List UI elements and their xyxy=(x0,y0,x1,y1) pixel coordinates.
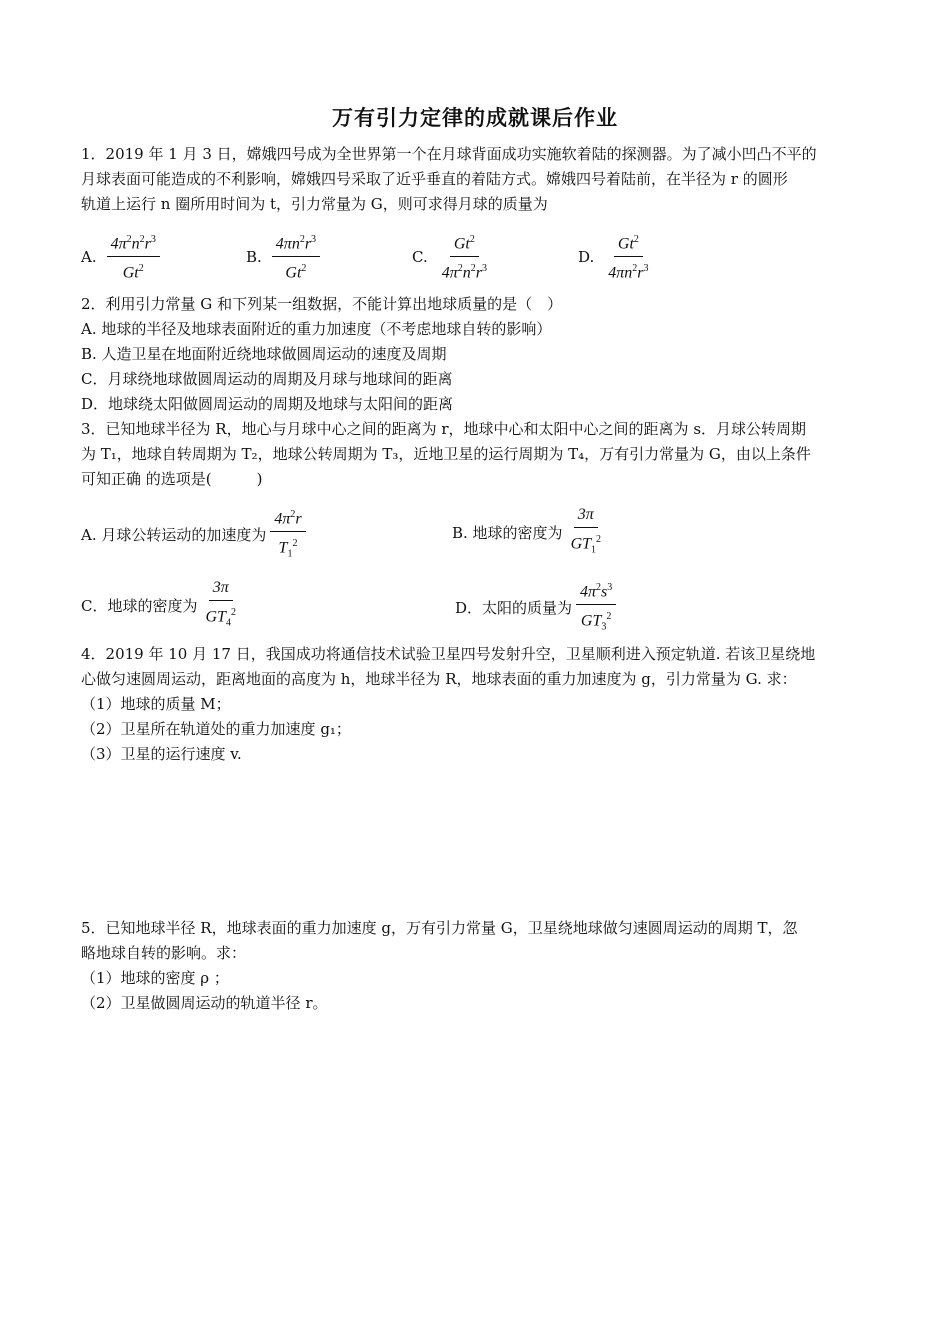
formula xyxy=(604,230,652,284)
q3-option-c[interactable] xyxy=(81,578,244,634)
q1-line-3: 轨道上运行 n 圈所用时间为 t，引力常量为 G，则可求得月球的质量为 xyxy=(81,195,548,213)
q5-line-2: 略地球自转的影响。求： xyxy=(81,944,247,962)
q2-stem: 2．利用引力常量 G 和下列某一组数据，不能计算出地球质量的是（ ） xyxy=(81,295,563,313)
q4-subquestion-2: （2）卫星所在轨道处的重力加速度 g₁； xyxy=(81,720,351,738)
q4-line-2: 心做匀速圆周运动，距离地面的高度为 h，地球半径为 R，地球表面的重力加速度为 g，引力常量为 G. 求： xyxy=(81,670,797,688)
q3-option-a[interactable] xyxy=(81,505,310,565)
q4-subquestion-3: （3）卫星的运行速度 v. xyxy=(81,745,242,763)
q1-option-c[interactable] xyxy=(412,230,495,284)
formula xyxy=(107,230,160,284)
q5-subquestion-2: （2）卫星做圆周运动的轨道半径 r。 xyxy=(81,994,328,1012)
formula xyxy=(576,578,616,638)
q1-option-b[interactable] xyxy=(246,230,324,284)
formula-numerator: $4\pi^2s^3$ xyxy=(576,578,616,605)
formula-numerator: 3π xyxy=(574,505,598,528)
formula xyxy=(270,505,305,565)
formula-denominator: $4\pi n^2r^3$ xyxy=(608,263,649,282)
formula-denominator: $GT_3^2$ xyxy=(580,611,612,633)
formula xyxy=(567,505,605,561)
q3-option-b[interactable] xyxy=(452,505,609,561)
q5-line-1: 5．已知地球半径 R，地球表面的重力加速度 g，万有引力常量 G，卫星绕地球做匀速圆周运动的周期 T，忽 xyxy=(81,919,798,937)
page-title: 万有引力定律的成就课后作业 xyxy=(332,106,618,130)
formula-denominator: $GT_4^2$ xyxy=(205,607,236,629)
formula xyxy=(272,230,320,284)
q3-option-d[interactable] xyxy=(455,578,620,638)
q2-option-c[interactable]: C．月球绕地球做圆周运动的周期及月球与地球间的距离 xyxy=(81,370,453,388)
formula xyxy=(438,230,491,284)
formula-numerator: $4\pi^2n^2r^3$ xyxy=(107,230,160,257)
option-label: A. xyxy=(81,247,97,266)
q2-option-b[interactable]: B. 人造卫星在地面附近绕地球做圆周运动的速度及周期 xyxy=(81,345,447,363)
q1-line-2: 月球表面可能造成的不利影响，嫦娥四号采取了近乎垂直的着陆方式。嫦娥四号着陆前，在半径为 r 的圆形 xyxy=(81,170,788,188)
formula-numerator: $4\pi^2r$ xyxy=(270,505,305,532)
q2-option-a[interactable]: A. 地球的半径及地球表面附近的重力加速度（不考虑地球自转的影响） xyxy=(81,320,552,338)
q4-line-1: 4．2019 年 10 月 17 日，我国成功将通信技术试验卫星四号发射升空，卫星顺利进入预定轨道. 若该卫星绕地 xyxy=(81,645,816,663)
formula-denominator: $T_1^2$ xyxy=(278,538,298,560)
q4-subquestion-1: （1）地球的质量 M； xyxy=(81,695,231,713)
option-label: B. xyxy=(246,247,262,266)
option-label: D. xyxy=(578,247,595,266)
formula-denominator: Gt$^2$ xyxy=(285,263,307,282)
formula-numerator: $4\pi n^2r^3$ xyxy=(272,230,320,257)
formula-numerator: Gt$^2$ xyxy=(614,230,643,257)
option-text: B. 地球的密度为 xyxy=(452,524,563,543)
option-text: A. 月球公转运动的加速度为 xyxy=(81,526,267,545)
formula-denominator: Gt$^2$ xyxy=(122,263,144,282)
option-text: C．地球的密度为 xyxy=(81,597,198,616)
q1-line-1: 1．2019 年 1 月 3 日，嫦娥四号成为全世界第一个在月球背面成功实施软着陆的探测器。为了减小凹凸不平的 xyxy=(81,145,817,163)
formula-numerator: Gt$^2$ xyxy=(450,230,479,257)
q3-line-3: 可知正确 的选项是( ) xyxy=(81,470,263,488)
formula-denominator: $4\pi^2n^2r^3$ xyxy=(441,263,487,282)
formula xyxy=(201,578,239,634)
q2-option-d[interactable]: D．地球绕太阳做圆周运动的周期及地球与太阳间的距离 xyxy=(81,395,454,413)
formula-denominator: $GT_1^2$ xyxy=(570,534,602,556)
q1-option-a[interactable] xyxy=(81,230,164,284)
q3-line-2: 为 T₁，地球自转周期为 T₂，地球公转周期为 T₃，近地卫星的运行周期为 T₄，万有引力常量为 G，由以上条件 xyxy=(81,445,811,463)
option-text: D．太阳的质量为 xyxy=(455,599,573,618)
q1-option-d[interactable] xyxy=(578,230,657,284)
formula-numerator: 3π xyxy=(209,578,233,601)
q5-subquestion-1: （1）地球的密度 ρ ； xyxy=(81,969,229,987)
option-label: C. xyxy=(412,247,428,266)
q3-line-1: 3．已知地球半径为 R，地心与月球中心之间的距离为 r，地球中心和太阳中心之间的距离为 s．月球公转周期 xyxy=(81,420,807,438)
